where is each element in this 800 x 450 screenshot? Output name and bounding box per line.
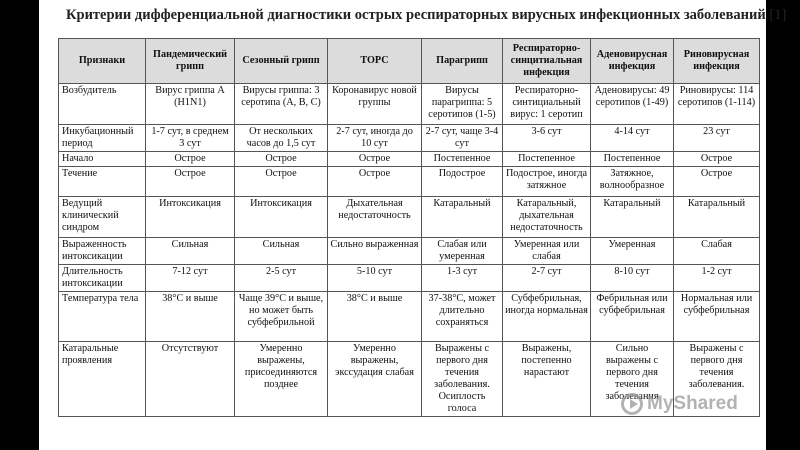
table-cell: Умеренная или слабая bbox=[503, 238, 591, 265]
table-cell: Вирус гриппа A (H1N1) bbox=[146, 84, 235, 125]
watermark bbox=[621, 393, 738, 415]
table-cell: Интоксикация bbox=[235, 197, 328, 238]
row-label: Длительность интоксикации bbox=[59, 265, 146, 292]
table-cell: Выражены, постепенно нарастают bbox=[503, 342, 591, 417]
table-row bbox=[59, 125, 760, 152]
column-header: Сезонный грипп bbox=[235, 39, 328, 84]
table-cell: Сильно выраженная bbox=[328, 238, 422, 265]
table-cell: 4-14 сут bbox=[591, 125, 674, 152]
column-header: Парагрипп bbox=[422, 39, 503, 84]
table-cell: Слабая bbox=[674, 238, 760, 265]
watermark-text: MyShared bbox=[647, 393, 738, 414]
table-row bbox=[59, 84, 760, 125]
table-cell: 5-10 сут bbox=[328, 265, 422, 292]
table-cell: Постепенное bbox=[591, 152, 674, 167]
table-cell: Постепенное bbox=[422, 152, 503, 167]
table-cell: 2-7 сут bbox=[503, 265, 591, 292]
table-cell: Острое bbox=[674, 152, 760, 167]
column-header: Аденовирусная инфекция bbox=[591, 39, 674, 84]
column-header: Респираторно-синцитиальная инфекция bbox=[503, 39, 591, 84]
table-cell: Острое bbox=[146, 152, 235, 167]
table-cell: 38°С и выше bbox=[146, 292, 235, 342]
table-cell: Катаральный bbox=[674, 197, 760, 238]
table-cell: Катаральный bbox=[422, 197, 503, 238]
table-cell: Интоксикация bbox=[146, 197, 235, 238]
column-header: Пандемический грипп bbox=[146, 39, 235, 84]
table-cell: Острое bbox=[328, 152, 422, 167]
table-cell: Умеренно выражены, присоединяются позднее bbox=[235, 342, 328, 417]
table-cell: 2-7 сут, чаще 3-4 сут bbox=[422, 125, 503, 152]
table-row bbox=[59, 292, 760, 342]
table-row bbox=[59, 265, 760, 292]
column-header: ТОРС bbox=[328, 39, 422, 84]
table-cell: 1-3 сут bbox=[422, 265, 503, 292]
table-cell: 1-7 сут, в среднем 3 сут bbox=[146, 125, 235, 152]
table-cell: Катаральный, дыхательная недостаточность bbox=[503, 197, 591, 238]
table-cell: Чаще 39°С и выше, но может быть субфебрильной bbox=[235, 292, 328, 342]
table-row bbox=[59, 238, 760, 265]
table-cell: 2-5 сут bbox=[235, 265, 328, 292]
table-cell: Постепенное bbox=[503, 152, 591, 167]
table-cell: Отсутствуют bbox=[146, 342, 235, 417]
row-label: Температура тела bbox=[59, 292, 146, 342]
table-cell: Острое bbox=[146, 167, 235, 197]
row-label: Возбудитель bbox=[59, 84, 146, 125]
table-cell: Субфебрильная, иногда нормальная bbox=[503, 292, 591, 342]
table-cell: Острое bbox=[235, 167, 328, 197]
table-cell: Респираторно-синтициальный вирус: 1 серотип bbox=[503, 84, 591, 125]
table-cell: Подострое, иногда затяжное bbox=[503, 167, 591, 197]
table-cell: 1-2 сут bbox=[674, 265, 760, 292]
table-cell: 2-7 сут, иногда до 10 сут bbox=[328, 125, 422, 152]
table-cell: Нормальная или субфебрильная bbox=[674, 292, 760, 342]
row-label: Выраженность интоксикации bbox=[59, 238, 146, 265]
row-label: Течение bbox=[59, 167, 146, 197]
table-cell: Затяжное, волнообразное bbox=[591, 167, 674, 197]
table-cell: Сильно выражены с первого дня течения заболевания bbox=[591, 342, 674, 417]
table-cell: Вирусы гриппа: 3 серотипа (A, B, C) bbox=[235, 84, 328, 125]
table-cell: Аденовирусы: 49 серотипов (1-49) bbox=[591, 84, 674, 125]
table-cell: 7-12 сут bbox=[146, 265, 235, 292]
diagnostics-table bbox=[58, 38, 760, 417]
table-cell: Слабая или умеренная bbox=[422, 238, 503, 265]
table-cell: Острое bbox=[674, 167, 760, 197]
row-label: Начало bbox=[59, 152, 146, 167]
column-header: Признаки bbox=[59, 39, 146, 84]
table-cell: Острое bbox=[328, 167, 422, 197]
table-row bbox=[59, 152, 760, 167]
table-cell: 38°С и выше bbox=[328, 292, 422, 342]
table-cell: Подострое bbox=[422, 167, 503, 197]
table-cell: 23 сут bbox=[674, 125, 760, 152]
slide bbox=[39, 0, 787, 450]
table-cell: От нескольких часов до 1,5 сут bbox=[235, 125, 328, 152]
table-header-row bbox=[59, 39, 760, 84]
row-label: Катаральные проявления bbox=[59, 342, 146, 417]
table-cell: 3-6 сут bbox=[503, 125, 591, 152]
table-cell: 8-10 сут bbox=[591, 265, 674, 292]
table-cell: Умеренно выражены, экссудация слабая bbox=[328, 342, 422, 417]
table-row bbox=[59, 197, 760, 238]
table-cell: Сильная bbox=[146, 238, 235, 265]
table-cell: Фебрильная или субфебрильная bbox=[591, 292, 674, 342]
table-cell: Умеренная bbox=[591, 238, 674, 265]
table-cell: Вирусы парагриппа: 5 серотипов (1-5) bbox=[422, 84, 503, 125]
play-icon bbox=[621, 393, 643, 415]
table-row bbox=[59, 167, 760, 197]
page-title: Критерии дифференциальной диагностики острых респираторных вирусных инфекционных заболеваний [1] bbox=[66, 7, 787, 23]
table-cell: Острое bbox=[235, 152, 328, 167]
table-cell: Риновирусы: 114 серотипов (1-114) bbox=[674, 84, 760, 125]
table-cell: Сильная bbox=[235, 238, 328, 265]
table-cell: Выражены с первого дня течения заболевания. Осиплость голоса bbox=[422, 342, 503, 417]
title-reference: [1] bbox=[769, 7, 787, 23]
table-cell: Дыхательная недостаточность bbox=[328, 197, 422, 238]
row-label: Инкубационный период bbox=[59, 125, 146, 152]
table-cell: Выражены с первого дня течения заболевания. bbox=[674, 342, 760, 417]
row-label: Ведущий клинический синдром bbox=[59, 197, 146, 238]
table-cell: 37-38°С, может длительно сохраняться bbox=[422, 292, 503, 342]
table-cell: Катаральный bbox=[591, 197, 674, 238]
column-header: Риновирусная инфекция bbox=[674, 39, 760, 84]
table-cell: Коронавирус новой группы bbox=[328, 84, 422, 125]
